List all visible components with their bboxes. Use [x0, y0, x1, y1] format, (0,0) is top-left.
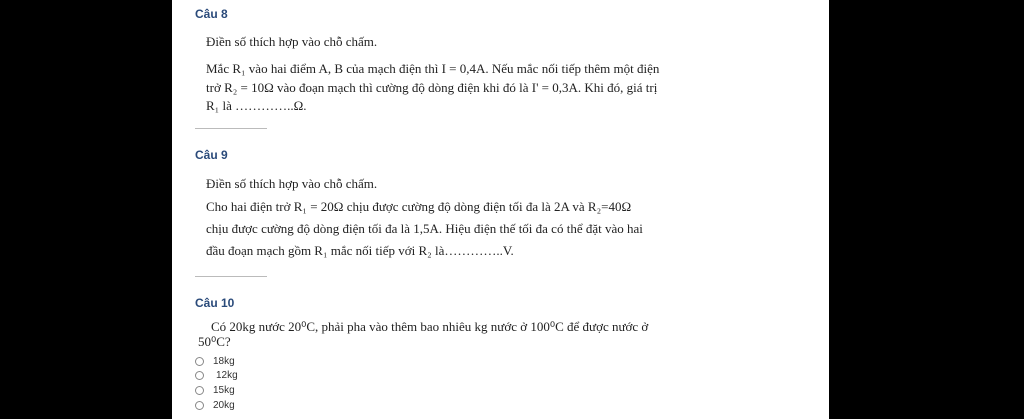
question-9-instruction: Điền số thích hợp vào chỗ chấm. — [206, 176, 378, 191]
answer-option-label: 18kg — [213, 355, 235, 367]
question-10-text-line2: 50⁰C? — [198, 334, 231, 349]
question-8-text-line1: Mắc R₁ vào hai điểm A, B của mạch điện thì I = 0,4A. Nếu mắc nối tiếp thêm một điện — [206, 61, 660, 76]
radio-button-icon[interactable] — [195, 401, 204, 410]
answer-option-label: 20kg — [213, 399, 235, 411]
separator — [195, 128, 267, 129]
question-9-title: Câu 9 — [195, 148, 228, 162]
answer-option-label: 12kg — [216, 369, 238, 381]
answer-option-1[interactable] — [195, 354, 235, 368]
quiz-panel — [172, 0, 829, 419]
question-10-title: Câu 10 — [195, 296, 235, 310]
answer-option-3[interactable] — [195, 383, 235, 397]
question-8-text-line2: trở R₂ = 10Ω vào đoạn mạch thì cường độ dòng điện khi đó là I' = 0,3A. Khi đó, giá trị — [206, 80, 658, 95]
question-8-text-line3: R₁ là …………..Ω. — [206, 98, 307, 113]
question-9-text-line2: chịu được cường độ dòng điện tối đa là 1,5A. Hiệu điện thế tối đa có thể đặt vào hai — [206, 221, 643, 236]
question-9-text-line1: Cho hai điện trở R₁ = 20Ω chịu được cường độ dòng điện tối đa là 2A và R₂=40Ω — [206, 199, 632, 214]
radio-button-icon[interactable] — [195, 371, 204, 380]
answer-option-label: 15kg — [213, 384, 235, 396]
answer-option-2[interactable] — [195, 368, 238, 382]
question-9-text-line3: đầu đoạn mạch gồm R₁ mắc nối tiếp với R₂ là…………..V. — [206, 243, 514, 258]
answer-option-4[interactable] — [195, 398, 235, 412]
radio-button-icon[interactable] — [195, 386, 204, 395]
question-8-title: Câu 8 — [195, 7, 228, 21]
question-8-instruction: Điền số thích hợp vào chỗ chấm. — [206, 34, 378, 49]
question-10-text-line1: Có 20kg nước 20⁰C, phải pha vào thêm bao nhiêu kg nước ở 100⁰C để được nước ở — [211, 319, 649, 334]
separator — [195, 276, 267, 277]
radio-button-icon[interactable] — [195, 357, 204, 366]
